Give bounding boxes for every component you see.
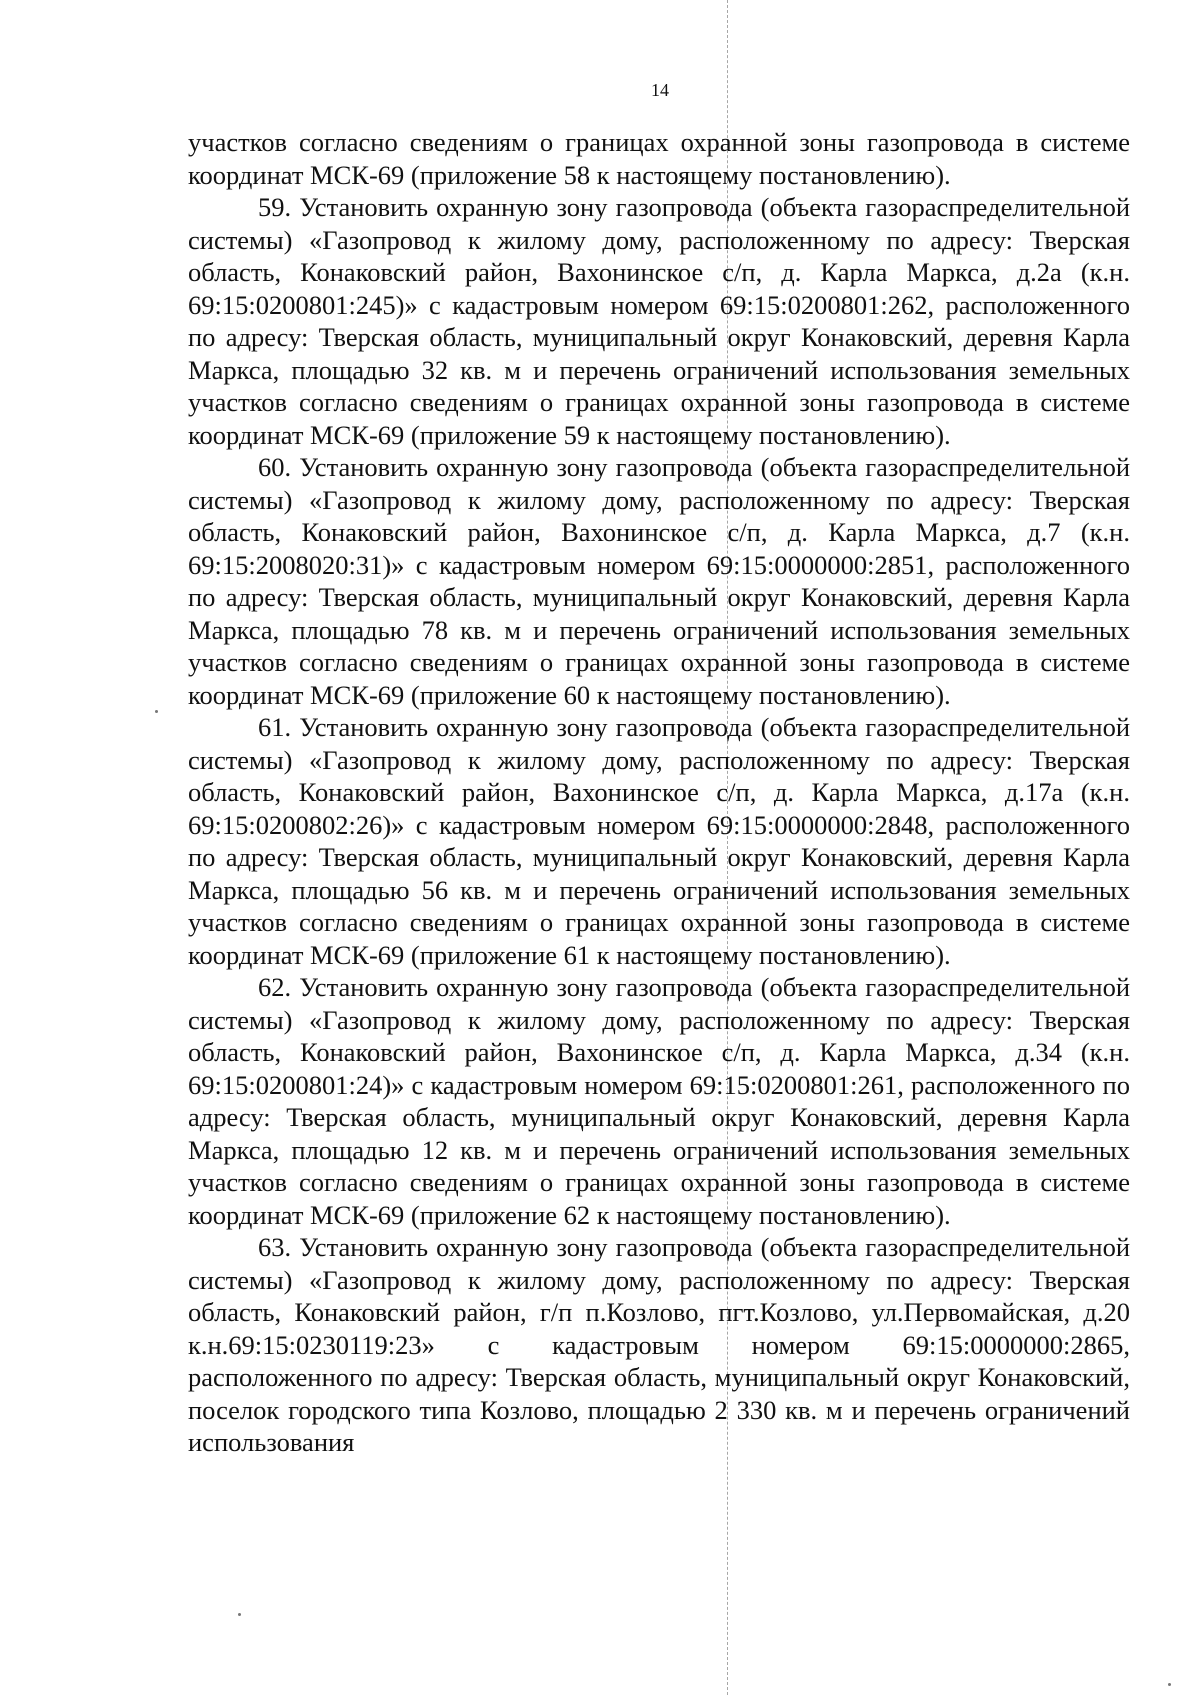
scan-speck — [1168, 1683, 1171, 1686]
scan-speck — [155, 710, 158, 713]
paragraph-item-61: 61. Установить охранную зону газопровода (объекта газораспределительной системы) «Газопровод к жилому дому, расположенному по адресу: Тверская область, Конаковский район, Вахонинское с/п, д. Карла Маркса, д.17а (к.н. 69:15:0200802:26)» с кадастровым номером 69:15:0000000:2848, расположенного по адресу: Тверская область, муниципальный округ Конаковский, деревня Карла Маркса, площадью 56 кв. м и перечень ограничений использования земельных участков согласно сведениям о границах охранной зоны газопровода в системе координат МСК-69 (приложение 61 к настоящему постановлению). — [188, 712, 1130, 970]
scan-speck — [238, 1613, 241, 1616]
paragraph-item-63: 63. Установить охранную зону газопровода (объекта газораспределительной системы) «Газопровод к жилому дому, расположенному по адресу: Тверская область, Конаковский район, г/п п.Козлово, пгт.Козлово, ул.Первомайская, д.20 к.н.69:15:0230119:23» с кадастровым номером 69:15:0000000:2865, расположенного по адресу: Тверская область, муниципальный округ Конаковский, поселок городского типа Козлово, площадью 2 330 кв. м и перечень ограничений использования — [188, 1232, 1130, 1457]
page-number: 14 — [651, 80, 669, 100]
paragraph-continuation: участков согласно сведениям о границах охранной зоны газопровода в системе координат МСК-69 (приложение 58 к настоящему постановлению). — [188, 127, 1130, 190]
paragraph-item-60: 60. Установить охранную зону газопровода (объекта газораспределительной системы) «Газопровод к жилому дому, расположенному по адресу: Тверская область, Конаковский район, Вахонинское с/п, д. Карла Маркса, д.7 (к.н. 69:15:2008020:31)» с кадастровым номером 69:15:0000000:2851, расположенного по адресу: Тверская область, муниципальный округ Конаковский, деревня Карла Маркса, площадью 78 кв. м и перечень ограничений использования земельных участков согласно сведениям о границах охранной зоны газопровода в системе координат МСК-69 (приложение 60 к настоящему постановлению). — [188, 452, 1130, 710]
paragraph-item-59: 59. Установить охранную зону газопровода (объекта газораспределительной системы) «Газопровод к жилому дому, расположенному по адресу: Тверская область, Конаковский район, Вахонинское с/п, д. Карла Маркса, д.2а (к.н. 69:15:0200801:245)» с кадастровым номером 69:15:0200801:262, расположенного по адресу: Тверская область, муниципальный округ Конаковский, деревня Карла Маркса, площадью 32 кв. м и перечень ограничений использования земельных участков согласно сведениям о границах охранной зоны газопровода в системе координат МСК-69 (приложение 59 к настоящему постановлению). — [188, 192, 1130, 450]
document-body — [188, 126, 1130, 1459]
paragraph-item-62: 62. Установить охранную зону газопровода (объекта газораспределительной системы) «Газопровод к жилому дому, расположенному по адресу: Тверская область, Конаковский район, Вахонинское с/п, д. Карла Маркса, д.34 (к.н. 69:15:0200801:24)» с кадастровым номером 69:15:0200801:261, расположенного по адресу: Тверская область, муниципальный округ Конаковский, деревня Карла Маркса, площадью 12 кв. м и перечень ограничений использования земельных участков согласно сведениям о границах охранной зоны газопровода в системе координат МСК-69 (приложение 62 к настоящему постановлению). — [188, 972, 1130, 1230]
